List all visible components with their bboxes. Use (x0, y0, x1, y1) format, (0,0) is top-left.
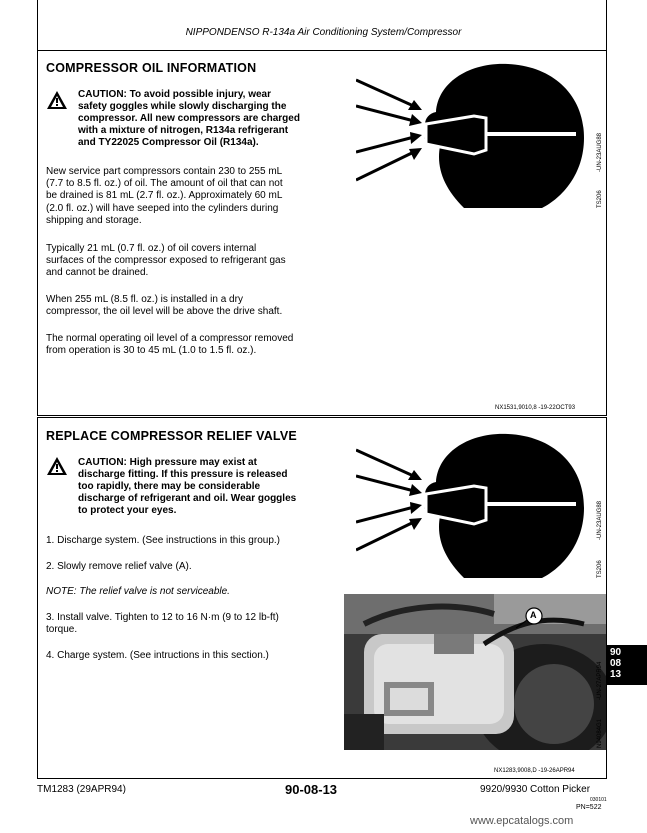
para-line: torque. (46, 624, 78, 636)
section2-side-code-top: -UN-23AUG88 (597, 500, 603, 540)
step-4: 4. Charge system. (See intructions in this section.) (46, 650, 269, 661)
caution-line: too rapidly, there may be considerable (78, 481, 261, 492)
caution-line: discharge fitting. If this pressure is released (78, 469, 288, 480)
left-rule (37, 0, 38, 52)
note: NOTE: The relief valve is not serviceable. (46, 586, 230, 597)
tab-line: 13 (610, 669, 622, 680)
footer-left: TM1283 (29APR94) (37, 784, 126, 795)
section1-side-code-bottom: TS206 (597, 190, 603, 208)
footer-right: 9920/9930 Cotton Picker (480, 784, 591, 795)
step-2: 2. Slowly remove relief valve (A). (46, 561, 192, 572)
para-line: compressor, the oil level will be above the drive shaft. (46, 306, 283, 318)
tab-line: 90 (610, 647, 622, 658)
para-line: shipping and storage. (46, 214, 142, 226)
warning-icon (46, 90, 68, 110)
para-line: (2.0 fl. oz.) will have seeped into the cylinders during (46, 202, 279, 214)
section1-para3 (46, 294, 282, 318)
para-line: The normal operating oil level of a compressor removed (46, 333, 294, 344)
para-line: When 255 mL (8.5 fl. oz.) is installed in a dry (46, 294, 243, 305)
caution-line: discharge of refrigerant and oil. Wear goggles (78, 493, 297, 504)
section2-caution (78, 457, 296, 517)
right-rule (606, 0, 607, 52)
section2-side-code-bottom: N94084G1 (597, 718, 603, 748)
section2-reference: NX1283,9008,D -19-26APR94 (494, 768, 575, 774)
section2-side-code-low: -UN-27APR94 (597, 661, 603, 700)
safety-goggles-illustration (356, 428, 592, 588)
section1-para1 (46, 166, 283, 227)
watermark-link[interactable]: www.epcatalogs.com (470, 815, 574, 827)
para-line: and cannot be drained. (46, 267, 149, 279)
section1-reference: NX1531,9010,8 -19-22OCT93 (495, 405, 576, 411)
caution-line: with a mixture of nitrogen, R134a refrigerant (78, 125, 289, 136)
para-line: from operation is 30 to 45 mL (1.0 to 1.5 fl. oz.). (46, 345, 257, 357)
caution-line: compressor. All new compressors are charged (78, 113, 300, 124)
caution-line: CAUTION: High pressure may exist at (78, 457, 257, 468)
para-line: New service part compressors contain 230 to 255 mL (46, 166, 283, 177)
section1-title: COMPRESSOR OIL INFORMATION (46, 61, 257, 75)
section-tab (606, 645, 647, 685)
footer-page-number: 90-08-13 (285, 782, 338, 797)
footer-small-code: 030101 (590, 797, 607, 803)
caution-line: and TY22025 Compressor Oil (R134a). (78, 137, 259, 148)
compressor-photo (344, 594, 606, 750)
warning-icon (46, 456, 68, 476)
para-line: 3. Install valve. Tighten to 12 to 16 N·m (9 to 12 lb-ft) (46, 612, 279, 623)
safety-goggles-illustration (356, 58, 592, 218)
tab-line: 08 (610, 658, 622, 669)
para-line: surfaces of the compressor exposed to refrigerant gas (46, 255, 286, 267)
step-3 (46, 612, 279, 636)
para-line: Typically 21 mL (0.7 fl. oz.) of oil covers internal (46, 243, 257, 254)
section1-side-code-top: -UN-23AUG88 (597, 132, 603, 172)
caution-line: CAUTION: To avoid possible injury, wear (78, 89, 271, 100)
para-line: (7.7 to 8.5 fl. oz.) of oil. The amount of oil that can not (46, 178, 283, 190)
section2-title: REPLACE COMPRESSOR RELIEF VALVE (46, 429, 297, 443)
footer-pn: PN=522 (576, 804, 602, 811)
caution-line: to protect your eyes. (78, 505, 177, 516)
para-line: be drained is 81 mL (2.7 fl. oz.). Approximately 60 mL (46, 190, 283, 202)
section1-caution (78, 89, 300, 149)
section1-para2 (46, 243, 286, 280)
callout-a-label: A (530, 610, 537, 620)
step-1: 1. Discharge system. (See instructions in this group.) (46, 535, 280, 546)
page-header: NIPPONDENSO R-134a Air Conditioning System/Compressor (185, 27, 462, 38)
section1-para4 (46, 333, 293, 357)
caution-line: safety goggles while slowly discharging the (78, 101, 287, 112)
compressor-photo-image (344, 594, 606, 750)
section2-side-code-mid: TS206 (597, 560, 603, 578)
